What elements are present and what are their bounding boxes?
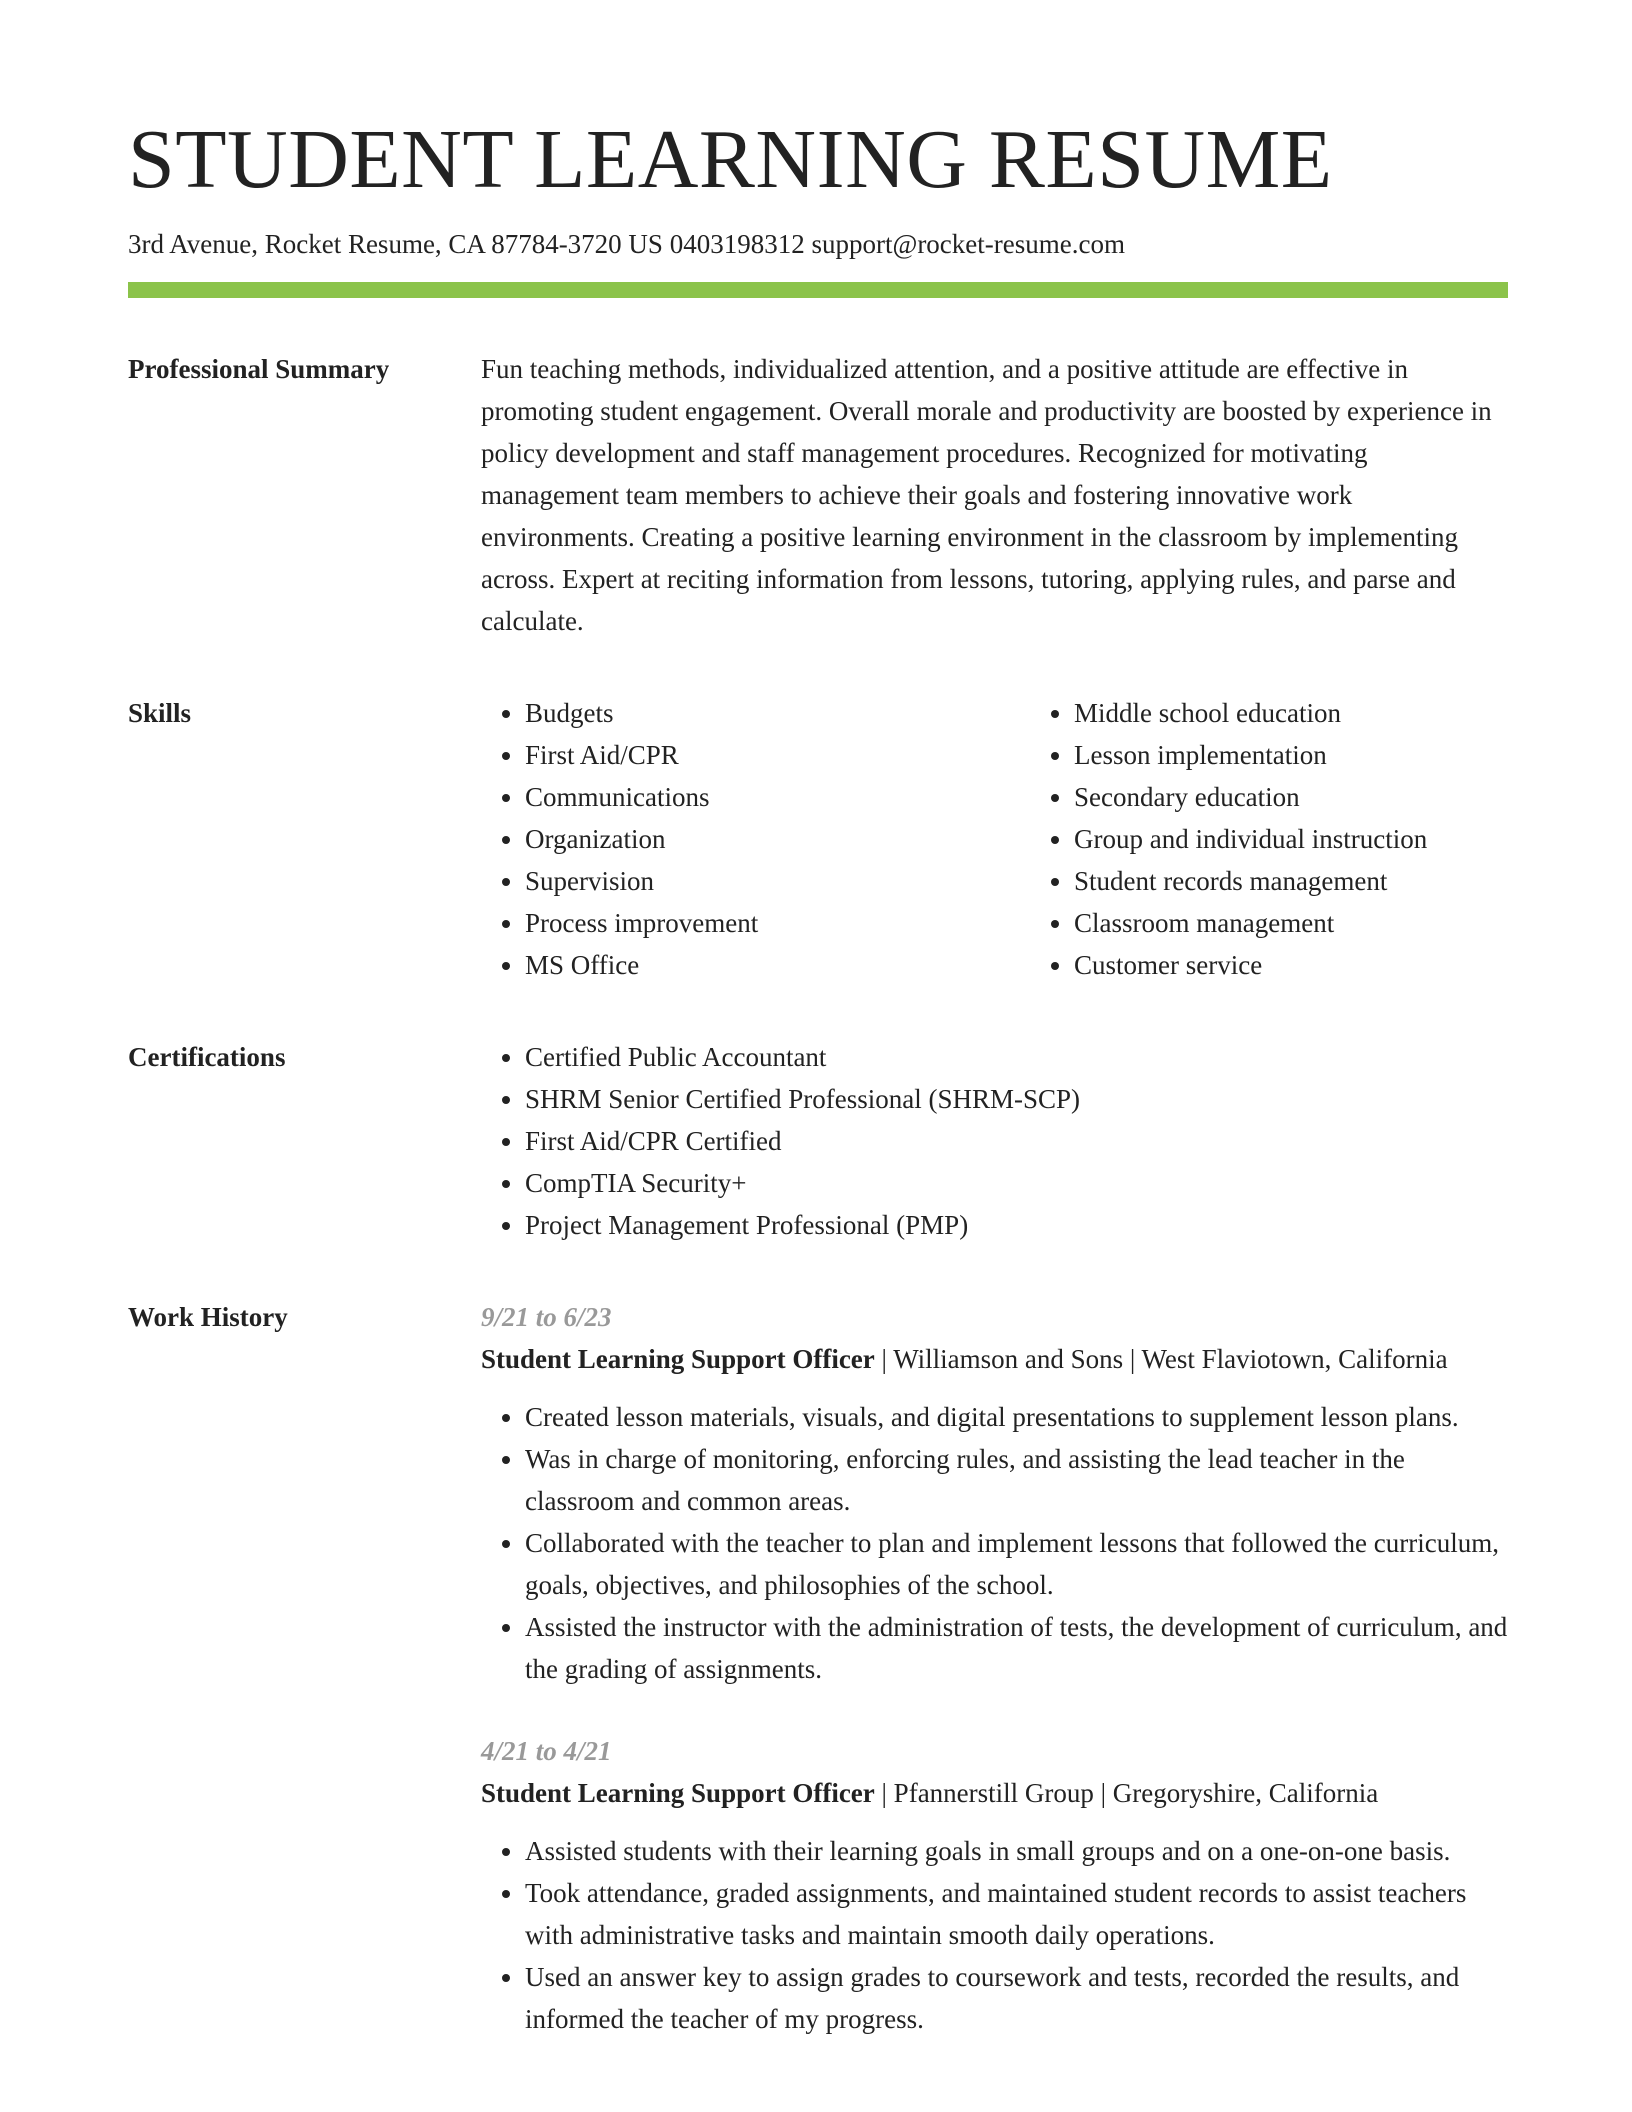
job-title: Student Learning Support Officer	[481, 1778, 875, 1809]
skill-item: • Lesson implementation	[1074, 734, 1579, 776]
job-entry	[481, 1730, 1508, 2040]
skill-item: • Process improvement	[525, 902, 1030, 944]
certifications-section	[128, 1036, 1508, 1246]
certifications-list	[481, 1036, 1508, 1246]
skills-list-left	[481, 692, 1030, 986]
summary-text: Fun teaching methods, individualized attention, and a positive attitude are effective in promoting student engagement. Overall morale and productivity are boosted by experience in policy development and staff management procedures. Recognized for motivating management team members to achieve their goals and fostering innovative work environments. Creating a positive learning environment in the classroom by implementing across. Expert at reciting information from lessons, tutoring, applying rules, and parse and calculate.	[481, 354, 1492, 637]
skill-item: • MS Office	[525, 944, 1030, 986]
skills-section	[128, 692, 1508, 986]
skills-list-right	[1030, 692, 1579, 986]
certification-item: • First Aid/CPR Certified	[525, 1120, 1508, 1162]
job-details: | Williamson and Sons | West Flaviotown, California	[874, 1344, 1448, 1375]
job-heading	[481, 1338, 1508, 1380]
skill-item: • Organization	[525, 818, 1030, 860]
certification-item: • SHRM Senior Certified Professional (SHRM-SCP)	[525, 1078, 1508, 1120]
skill-item: • Secondary education	[1074, 776, 1579, 818]
resume-page	[128, 113, 1508, 2040]
skill-item: • First Aid/CPR	[525, 734, 1030, 776]
certification-item: • CompTIA Security+	[525, 1162, 1508, 1204]
job-title: Student Learning Support Officer	[481, 1344, 875, 1375]
skill-item: • Student records management	[1074, 860, 1579, 902]
skill-item: • Communications	[525, 776, 1030, 818]
skill-item: • Budgets	[525, 692, 1030, 734]
professional-summary-section	[128, 348, 1508, 642]
job-dates: 4/21 to 4/21	[481, 1736, 612, 1767]
job-bullet: • Was in charge of monitoring, enforcing rules, and assisting the lead teacher in the classroom and common areas.	[525, 1438, 1508, 1522]
job-bullets	[481, 1830, 1508, 2040]
section-label: Certifications	[128, 1042, 286, 1073]
header-divider	[128, 282, 1508, 298]
certification-item: • Certified Public Accountant	[525, 1036, 1508, 1078]
skill-item: • Supervision	[525, 860, 1030, 902]
job-bullet: • Collaborated with the teacher to plan and implement lessons that followed the curriculum, goals, objectives, and philosophies of the school.	[525, 1522, 1508, 1606]
skill-item: • Group and individual instruction	[1074, 818, 1579, 860]
job-dates: 9/21 to 6/23	[481, 1302, 612, 1333]
section-label: Work History	[128, 1302, 288, 1333]
job-bullet: • Used an answer key to assign grades to coursework and tests, recorded the results, and informed the teacher of my progress.	[525, 1956, 1508, 2040]
certification-item: • Project Management Professional (PMP)	[525, 1204, 1508, 1246]
job-bullet: • Assisted the instructor with the administration of tests, the development of curriculum, and the grading of assignments.	[525, 1606, 1508, 1690]
section-label: Skills	[128, 698, 192, 729]
contact-line: 3rd Avenue, Rocket Resume, CA 87784-3720 US 0403198312 support@rocket-resume.com	[128, 229, 1125, 259]
section-label: Professional Summary	[128, 354, 390, 385]
job-bullet: • Took attendance, graded assignments, and maintained student records to assist teachers with administrative tasks and maintain smooth daily operations.	[525, 1872, 1508, 1956]
job-bullet: • Assisted students with their learning goals in small groups and on a one-on-one basis.	[525, 1830, 1508, 1872]
job-bullet: • Created lesson materials, visuals, and digital presentations to supplement lesson plans.	[525, 1396, 1508, 1438]
skill-item: • Middle school education	[1074, 692, 1579, 734]
skill-item: • Customer service	[1074, 944, 1579, 986]
resume-name: STUDENT LEARNING RESUME	[128, 113, 1333, 206]
job-heading	[481, 1772, 1508, 1814]
job-details: | Pfannerstill Group | Gregoryshire, California	[874, 1778, 1379, 1809]
work-history-section	[128, 1296, 1508, 2040]
skill-item: • Classroom management	[1074, 902, 1579, 944]
job-bullets	[481, 1396, 1508, 1690]
job-entry	[481, 1296, 1508, 1690]
